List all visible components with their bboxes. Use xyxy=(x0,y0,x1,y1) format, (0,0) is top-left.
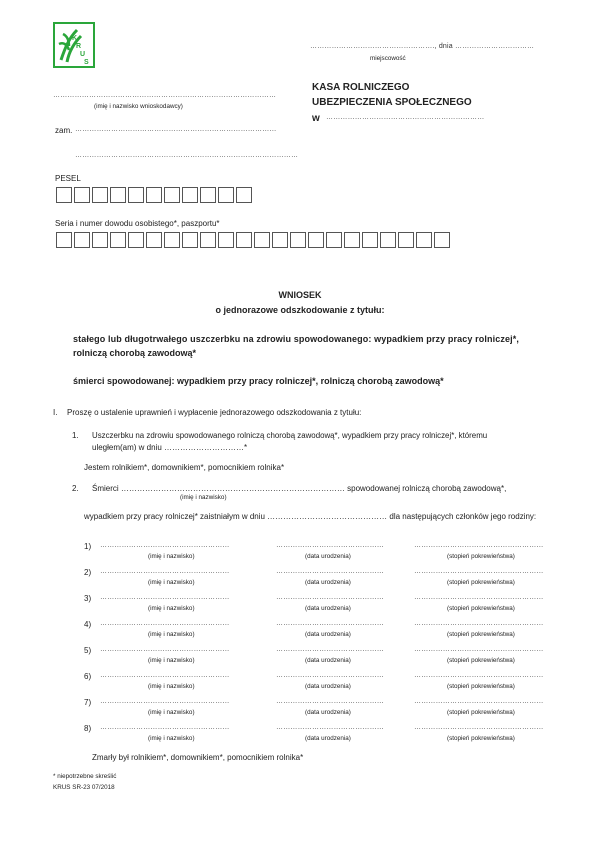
family-date-label: (data urodzenia) xyxy=(305,579,351,586)
id-char-box[interactable] xyxy=(110,232,126,248)
id-char-box[interactable] xyxy=(128,232,144,248)
family-row-num: 7) xyxy=(84,698,92,707)
family-date-label: (data urodzenia) xyxy=(305,605,351,612)
footnote: * niepotrzebne skreślić xyxy=(53,773,117,780)
pesel-digit-box[interactable] xyxy=(200,187,216,203)
family-name-label: (imię i nazwisko) xyxy=(148,553,195,560)
id-char-box[interactable] xyxy=(92,232,108,248)
family-name-field[interactable]: ……………………………………………… xyxy=(100,594,230,601)
id-char-box[interactable] xyxy=(398,232,414,248)
family-date-field[interactable]: ……………………………………… xyxy=(276,542,384,549)
institution-line-2: UBEZPIECZENIA SPOŁECZNEGO xyxy=(312,97,472,108)
section-number: I. xyxy=(53,408,58,417)
family-name-field[interactable]: ……………………………………………… xyxy=(100,646,230,653)
applicant-name-line[interactable]: ………………………………………………………………………………… xyxy=(53,92,277,99)
pesel-digit-box[interactable] xyxy=(146,187,162,203)
family-relation-field[interactable]: ……………………………………………… xyxy=(414,594,544,601)
pesel-digit-box[interactable] xyxy=(74,187,90,203)
family-row-num: 2) xyxy=(84,568,92,577)
svg-text:S: S xyxy=(84,59,89,66)
id-char-box[interactable] xyxy=(326,232,342,248)
pesel-label: PESEL xyxy=(55,174,81,183)
family-relation-label: (stopień pokrewieństwa) xyxy=(447,605,515,612)
pesel-digit-box[interactable] xyxy=(56,187,72,203)
family-name-field[interactable]: ……………………………………………… xyxy=(100,724,230,731)
family-relation-label: (stopień pokrewieństwa) xyxy=(447,631,515,638)
family-row-num: 5) xyxy=(84,646,92,655)
family-date-field[interactable]: ……………………………………… xyxy=(276,646,384,653)
institution-w: w xyxy=(312,113,320,124)
family-name-label: (imię i nazwisko) xyxy=(148,657,195,664)
address-prefix: zam. xyxy=(55,126,73,135)
family-date-label: (data urodzenia) xyxy=(305,709,351,716)
id-char-box[interactable] xyxy=(56,232,72,248)
institution-line-1: KASA ROLNICZEGO xyxy=(312,82,410,93)
address-line-2[interactable]: ………………………………………………………………………………… xyxy=(75,152,299,159)
section-intro: Proszę o ustalenie uprawnień i wypłacenie jednorazowego odszkodowania z tytułu: xyxy=(67,408,362,417)
krus-logo-graphic xyxy=(55,24,93,66)
option-death: śmierci spowodowanej: wypadkiem przy pracy rolniczej*, rolniczą chorobą zawodową* xyxy=(73,376,444,386)
id-boxes xyxy=(56,232,452,248)
family-name-label: (imię i nazwisko) xyxy=(148,735,195,742)
pesel-digit-box[interactable] xyxy=(218,187,234,203)
family-name-field[interactable]: ……………………………………………… xyxy=(100,568,230,575)
svg-text:R: R xyxy=(76,43,82,50)
institution-w-line[interactable]: ………………………………………………………… xyxy=(326,114,485,121)
family-name-label: (imię i nazwisko) xyxy=(148,683,195,690)
pesel-digit-box[interactable] xyxy=(128,187,144,203)
point-1-text-a: Uszczerbku na zdrowiu spowodowanego rolniczą chorobą zawodową*, wypadkiem przy pracy rolniczej*, któremu xyxy=(92,431,488,440)
family-row-num: 3) xyxy=(84,594,92,603)
family-relation-field[interactable]: ……………………………………………… xyxy=(414,568,544,575)
id-char-box[interactable] xyxy=(182,232,198,248)
family-date-field[interactable]: ……………………………………… xyxy=(276,698,384,705)
id-char-box[interactable] xyxy=(380,232,396,248)
pesel-digit-box[interactable] xyxy=(182,187,198,203)
point-2-name-label: (imię i nazwisko) xyxy=(180,494,227,501)
id-char-box[interactable] xyxy=(434,232,450,248)
id-char-box[interactable] xyxy=(362,232,378,248)
family-relation-field[interactable]: ……………………………………………… xyxy=(414,646,544,653)
family-name-label: (imię i nazwisko) xyxy=(148,709,195,716)
option-injury-line-1: stałego lub długotrwałego uszczerbku na zdrowiu spowodowanego: wypadkiem przy pracy rolniczej*, xyxy=(73,334,519,344)
id-char-box[interactable] xyxy=(236,232,252,248)
pesel-digit-box[interactable] xyxy=(92,187,108,203)
pesel-digit-box[interactable] xyxy=(110,187,126,203)
family-row-num: 6) xyxy=(84,672,92,681)
family-relation-field[interactable]: ……………………………………………… xyxy=(414,620,544,627)
family-relation-label: (stopień pokrewieństwa) xyxy=(447,683,515,690)
place-date-line[interactable]: ……………………………………………., dnia …………………………… xyxy=(310,43,535,50)
point-1-status: Jestem rolnikiem*, domownikiem*, pomocnikiem rolnika* xyxy=(84,463,285,472)
family-date-label: (data urodzenia) xyxy=(305,553,351,560)
family-relation-field[interactable]: ……………………………………………… xyxy=(414,542,544,549)
krus-logo xyxy=(53,22,95,68)
family-row-num: 1) xyxy=(84,542,92,551)
family-date-label: (data urodzenia) xyxy=(305,631,351,638)
id-char-box[interactable] xyxy=(254,232,270,248)
id-char-box[interactable] xyxy=(272,232,288,248)
deceased-status: Zmarły był rolnikiem*, domownikiem*, pomocnikiem rolnika* xyxy=(92,753,304,762)
form-title: WNIOSEK xyxy=(278,290,322,300)
family-date-field[interactable]: ……………………………………… xyxy=(276,672,384,679)
family-name-field[interactable]: ……………………………………………… xyxy=(100,672,230,679)
address-line-1[interactable]: ………………………………………………………………………… xyxy=(75,126,277,133)
point-1-text-b[interactable]: uległem(am) w dniu …………………………* xyxy=(92,443,248,452)
family-date-label: (data urodzenia) xyxy=(305,657,351,664)
family-name-field[interactable]: ……………………………………………… xyxy=(100,698,230,705)
option-injury-line-2: rolniczą chorobą zawodową* xyxy=(73,348,197,358)
family-relation-label: (stopień pokrewieństwa) xyxy=(447,709,515,716)
point-2-text[interactable]: Śmierci ………………………………………………………………………… spowodowanej rolniczą chorobą zawodową*, xyxy=(92,484,507,493)
family-date-label: (data urodzenia) xyxy=(305,683,351,690)
id-char-box[interactable] xyxy=(164,232,180,248)
form-subtitle: o jednorazowe odszkodowanie z tytułu: xyxy=(215,305,385,315)
point-1-number: 1. xyxy=(72,431,79,440)
svg-text:U: U xyxy=(80,51,86,58)
family-name-field[interactable]: ……………………………………………… xyxy=(100,620,230,627)
id-char-box[interactable] xyxy=(290,232,306,248)
family-name-label: (imię i nazwisko) xyxy=(148,631,195,638)
family-date-field[interactable]: ……………………………………… xyxy=(276,620,384,627)
family-row-num: 8) xyxy=(84,724,92,733)
applicant-name-label: (imię i nazwisko wnioskodawcy) xyxy=(94,103,183,110)
point-2-number: 2. xyxy=(72,484,79,493)
pesel-digit-box[interactable] xyxy=(164,187,180,203)
family-name-label: (imię i nazwisko) xyxy=(148,605,195,612)
family-relation-label: (stopień pokrewieństwa) xyxy=(447,579,515,586)
pesel-boxes xyxy=(56,187,254,203)
place-label: miejscowość xyxy=(370,55,406,62)
id-char-box[interactable] xyxy=(308,232,324,248)
id-char-box[interactable] xyxy=(74,232,90,248)
family-relation-label: (stopień pokrewieństwa) xyxy=(447,657,515,664)
family-date-field[interactable]: ……………………………………… xyxy=(276,594,384,601)
family-relation-field[interactable]: ……………………………………………… xyxy=(414,724,544,731)
id-char-box[interactable] xyxy=(218,232,234,248)
id-char-box[interactable] xyxy=(416,232,432,248)
svg-text:K: K xyxy=(72,35,78,42)
family-name-label: (imię i nazwisko) xyxy=(148,579,195,586)
family-relation-field[interactable]: ……………………………………………… xyxy=(414,698,544,705)
family-name-field[interactable]: ……………………………………………… xyxy=(100,542,230,549)
family-relation-label: (stopień pokrewieństwa) xyxy=(447,735,515,742)
id-char-box[interactable] xyxy=(200,232,216,248)
pesel-digit-box[interactable] xyxy=(236,187,252,203)
family-relation-field[interactable]: ……………………………………………… xyxy=(414,672,544,679)
form-code: KRUS SR-23 07/2018 xyxy=(53,784,115,791)
point-2-text-b[interactable]: wypadkiem przy pracy rolniczej* zaistniałym w dniu ……………………………………… dla następujących członków jego rodziny: xyxy=(84,512,537,521)
family-row-num: 4) xyxy=(84,620,92,629)
family-relation-label: (stopień pokrewieństwa) xyxy=(447,553,515,560)
id-label: Seria i numer dowodu osobistego*, paszportu* xyxy=(55,219,220,228)
id-char-box[interactable] xyxy=(344,232,360,248)
family-date-label: (data urodzenia) xyxy=(305,735,351,742)
id-char-box[interactable] xyxy=(146,232,162,248)
family-date-field[interactable]: ……………………………………… xyxy=(276,724,384,731)
family-date-field[interactable]: ……………………………………… xyxy=(276,568,384,575)
